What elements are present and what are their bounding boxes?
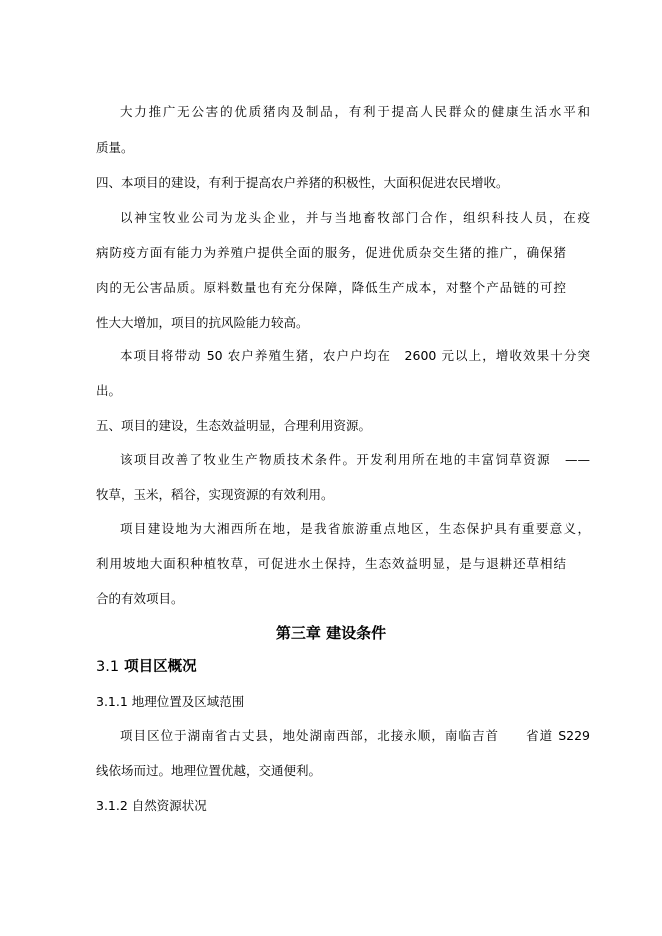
subsection-heading: 3.1.1 地理位置及区域范围 (96, 694, 245, 709)
paragraph-line: 合的有效项目。 (96, 591, 184, 606)
paragraph-line: 牧草，玉米，稻谷，实现资源的有效利用。 (96, 487, 334, 502)
section-heading (96, 658, 566, 676)
paragraph-line: 出。 (96, 383, 122, 398)
paragraph-line: 性大大增加，项目的抗风险能力较高。 (96, 315, 309, 330)
paragraph-line: 肉的无公害品质。原料数量也有充分保障，降低生产成本，对整个产品链的可控 (96, 280, 566, 295)
subsection-heading: 3.1.2 自然资源状况 (96, 798, 207, 813)
numbered-heading-4: 四、本项目的建设，有利于提高农户养猪的积极性，大面积促进农民增收。 (96, 175, 509, 190)
paragraph-line: 线依场而过。地理位置优越，交通便利。 (96, 763, 322, 778)
section-number: 3.1 (96, 659, 120, 675)
chapter-title: 第三章 建设条件 (275, 624, 387, 642)
paragraph-line: 项目建设地为大湘西所在地，是我省旅游重点地区，生态保护具有重要意义， (120, 521, 590, 536)
paragraph-line: 病防疫方面有能力为养殖户提供全面的服务，促进优质杂交生猪的推广，确保猪 (96, 245, 566, 260)
section-title: 项目区概况 (124, 659, 197, 675)
paragraph-line: 项目区位于湖南省古丈县，地处湖南西部，北接永顺，南临吉首 省道 S229 (120, 728, 590, 743)
paragraph-line: 质量。 (96, 140, 134, 155)
paragraph-line: 本项目将带动 50 农户养殖生猪，农户户均在 2600 元以上，增收效果十分突 (120, 348, 590, 363)
paragraph-line: 大力推广无公害的优质猪肉及制品，有利于提高人民群众的健康生活水平和 (120, 104, 590, 119)
paragraph-line: 该项目改善了牧业生产物质技术条件。开发利用所在地的丰富饲草资源 —— (120, 452, 590, 467)
paragraph-line: 以神宝牧业公司为龙头企业，并与当地畜牧部门合作，组织科技人员，在疫 (120, 210, 590, 225)
numbered-heading-5: 五、项目的建设，生态效益明显，合理利用资源。 (96, 418, 372, 433)
paragraph-line: 利用坡地大面积种植牧草，可促进水土保持，生态效益明显，是与退耕还草相结 (96, 556, 566, 571)
